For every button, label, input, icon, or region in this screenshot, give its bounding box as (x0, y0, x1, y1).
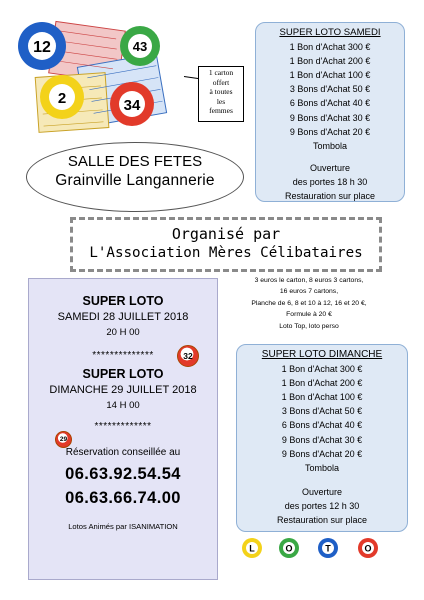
dimanche-ouverture: Ouverture (301, 486, 343, 497)
loto-ball-label: 29 (59, 436, 68, 443)
samedi-lot: 1 Bon d'Achat 100 € (289, 70, 371, 81)
dimanche-lot: 6 Bons d'Achat 40 € (281, 420, 363, 431)
dimanche-lot: 9 Bons d'Achat 20 € (281, 448, 363, 459)
event2-time: 14 H 00 (106, 400, 140, 411)
dimanche-panel-title: SUPER LOTO DIMANCHE (261, 349, 383, 360)
samedi-lot: 1 Bon d'Achat 300 € (289, 42, 371, 53)
loto-letter-balls (240, 537, 386, 559)
samedi-lot: 6 Bons d'Achat 40 € (289, 98, 371, 109)
samedi-lot: Tombola (312, 140, 348, 151)
loto-letter: T (325, 543, 331, 554)
carton-note-line: 1 carton (208, 68, 234, 77)
loto-ball-32 (177, 345, 199, 367)
dimanche-lot: 1 Bon d'Achat 300 € (281, 364, 363, 375)
dimanche-ouverture-time: des portes 12 h 30 (284, 500, 360, 511)
samedi-ouverture: Ouverture (309, 162, 351, 173)
samedi-lot: 1 Bon d'Achat 200 € (289, 56, 371, 67)
event2-title: SUPER LOTO (82, 367, 164, 381)
tarif-line: 16 euros 7 cartons, (279, 288, 339, 296)
loto-ball-o (279, 538, 299, 558)
samedi-lot: 9 Bons d'Achat 20 € (289, 126, 371, 137)
carton-note-line: femmes (209, 106, 233, 115)
salle-des-fetes-ellipse (26, 142, 244, 212)
tarif-line: 3 euros le carton, 8 euros 3 cartons, (254, 277, 364, 284)
separator-stars: ************** (92, 350, 154, 361)
bingo-ball-label: 12 (33, 39, 51, 56)
salle-location: Grainville Langannerie (55, 172, 215, 189)
loto-letter: O (364, 543, 372, 554)
loto-ball-29 (55, 431, 72, 448)
carton-note-line: offert (212, 77, 230, 87)
samedi-restauration: Restauration sur place (284, 191, 376, 202)
reservation-note: Réservation conseillée au (65, 447, 181, 458)
bingo-ball-label: 43 (132, 39, 148, 54)
phone-number-2: 06.63.66.74.00 (65, 489, 181, 507)
bingo-ball-label: 34 (123, 97, 141, 114)
carton-offert-note (198, 66, 244, 122)
banner-line1: Organisé par (171, 225, 281, 243)
tarifs-block (225, 275, 393, 332)
animation-credit: Lotos Animés par ISANIMATION (68, 522, 178, 531)
samedi-panel-title: SUPER LOTO SAMEDI (279, 27, 381, 38)
bingo-illustration (12, 20, 187, 140)
tarif-line: Loto Top, loto perso (279, 322, 339, 330)
loto-ball-l (242, 538, 262, 558)
loto-ball-label: 32 (183, 351, 193, 361)
loto-letter: O (285, 543, 293, 554)
event-dates-box (28, 278, 218, 580)
dimanche-lot: 1 Bon d'Achat 100 € (281, 392, 363, 403)
tarif-line: Formule à 20 € (286, 311, 332, 319)
event1-date: SAMEDI 28 JUILLET 2018 (57, 311, 189, 323)
tarif-line: Planche de 6, 8 et 10 à 12, 16 et 20 €, (251, 299, 367, 307)
loto-ball-o2 (358, 538, 378, 558)
super-loto-samedi-panel (255, 22, 405, 202)
dimanche-lot: Tombola (304, 462, 340, 473)
loto-ball-t (318, 538, 338, 558)
samedi-lot: 9 Bons d'Achat 30 € (289, 112, 371, 123)
carton-note-line: à toutes (209, 87, 233, 96)
dimanche-lot: 3 Bons d'Achat 50 € (281, 406, 363, 417)
samedi-lot: 3 Bons d'Achat 50 € (289, 84, 371, 95)
phone-number-1: 06.63.92.54.54 (65, 465, 181, 483)
event1-title: SUPER LOTO (82, 294, 164, 308)
banner-line2: L'Association Mères Célibataires (89, 245, 363, 261)
dimanche-restauration: Restauration sur place (276, 515, 368, 526)
bingo-ball-label: 2 (57, 90, 67, 107)
loto-letter: L (249, 543, 255, 554)
samedi-ouverture-time: des portes 18 h 30 (292, 176, 368, 187)
bingo-ball-43 (120, 26, 160, 66)
dimanche-lot: 9 Bons d'Achat 30 € (281, 434, 363, 445)
event2-date: DIMANCHE 29 JUILLET 2018 (49, 384, 197, 396)
event1-time: 20 H 00 (106, 327, 140, 338)
bingo-ball-12 (18, 22, 66, 70)
salle-title: SALLE DES FETES (67, 153, 203, 170)
bingo-ball-34 (110, 82, 154, 126)
organise-par-banner (70, 217, 382, 272)
separator-stars: ************* (94, 421, 152, 432)
dimanche-lot: 1 Bon d'Achat 200 € (281, 378, 363, 389)
super-loto-dimanche-panel (236, 344, 408, 532)
carton-note-line: les (216, 96, 226, 106)
bingo-ball-2 (40, 75, 84, 119)
